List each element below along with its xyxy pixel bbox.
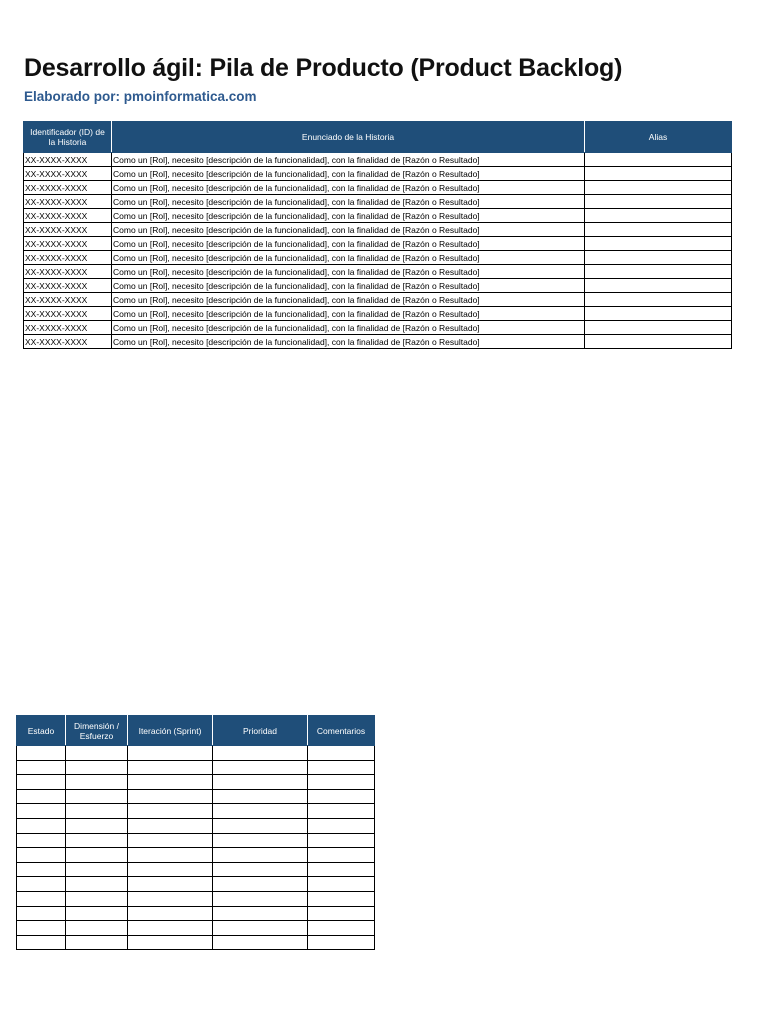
prioridad-cell[interactable] [213, 862, 308, 877]
dimension-cell[interactable] [66, 877, 128, 892]
story-id-cell[interactable]: XX-XXXX-XXXX [24, 181, 112, 195]
comentarios-cell[interactable] [308, 921, 375, 936]
story-alias-cell[interactable] [585, 335, 732, 349]
iteracion-cell[interactable] [128, 775, 213, 790]
dimension-cell[interactable] [66, 818, 128, 833]
story-id-cell[interactable]: XX-XXXX-XXXX [24, 195, 112, 209]
iteracion-cell[interactable] [128, 833, 213, 848]
dimension-cell[interactable] [66, 862, 128, 877]
story-id-cell[interactable]: XX-XXXX-XXXX [24, 209, 112, 223]
story-alias-cell[interactable] [585, 167, 732, 181]
comentarios-cell[interactable] [308, 760, 375, 775]
tracking-row [17, 789, 375, 804]
estado-cell[interactable] [17, 848, 66, 863]
column-header-estado[interactable]: Estado [17, 716, 66, 746]
estado-cell[interactable] [17, 891, 66, 906]
comentarios-cell[interactable] [308, 891, 375, 906]
page-title: Desarrollo ágil: Pila de Producto (Product Backlog) [24, 54, 623, 82]
column-header-statement[interactable]: Enunciado de la Historia [112, 122, 585, 153]
estado-cell[interactable] [17, 906, 66, 921]
tracking-row [17, 746, 375, 761]
column-header-dimension[interactable]: Dimensión / Esfuerzo [66, 716, 128, 746]
prioridad-cell[interactable] [213, 848, 308, 863]
story-alias-cell[interactable] [585, 181, 732, 195]
column-header-alias[interactable]: Alias [585, 122, 732, 153]
story-id-cell[interactable]: XX-XXXX-XXXX [24, 307, 112, 321]
comentarios-cell[interactable] [308, 746, 375, 761]
estado-cell[interactable] [17, 789, 66, 804]
prioridad-cell[interactable] [213, 906, 308, 921]
backlog-row [24, 181, 732, 195]
backlog-row [24, 321, 732, 335]
backlog-row [24, 223, 732, 237]
dimension-cell[interactable] [66, 760, 128, 775]
prioridad-cell[interactable] [213, 746, 308, 761]
backlog-table [23, 121, 732, 349]
comentarios-cell[interactable] [308, 818, 375, 833]
tracking-row [17, 891, 375, 906]
page-subtitle: Elaborado por: pmoinformatica.com [24, 89, 257, 104]
dimension-cell[interactable] [66, 921, 128, 936]
dimension-cell[interactable] [66, 789, 128, 804]
story-statement-cell[interactable]: Como un [Rol], necesito [descripción de la funcionalidad], con la finalidad de [Razón o Resultado] [112, 153, 585, 167]
estado-cell[interactable] [17, 775, 66, 790]
story-alias-cell[interactable] [585, 321, 732, 335]
prioridad-cell[interactable] [213, 891, 308, 906]
story-statement-cell[interactable]: Como un [Rol], necesito [descripción de la funcionalidad], con la finalidad de [Razón o Resultado] [112, 321, 585, 335]
comentarios-cell[interactable] [308, 877, 375, 892]
tracking-row [17, 935, 375, 950]
backlog-row [24, 237, 732, 251]
backlog-row [24, 167, 732, 181]
backlog-row [24, 293, 732, 307]
comentarios-cell[interactable] [308, 906, 375, 921]
tracking-header-row [17, 716, 375, 746]
story-alias-cell[interactable] [585, 195, 732, 209]
prioridad-cell[interactable] [213, 877, 308, 892]
iteracion-cell[interactable] [128, 877, 213, 892]
dimension-cell[interactable] [66, 935, 128, 950]
story-statement-cell[interactable]: Como un [Rol], necesito [descripción de la funcionalidad], con la finalidad de [Razón o Resultado] [112, 279, 585, 293]
dimension-cell[interactable] [66, 804, 128, 819]
comentarios-cell[interactable] [308, 789, 375, 804]
story-statement-cell[interactable]: Como un [Rol], necesito [descripción de la funcionalidad], con la finalidad de [Razón o Resultado] [112, 335, 585, 349]
estado-cell[interactable] [17, 818, 66, 833]
column-header-id[interactable]: Identificador (ID) de la Historia [24, 122, 112, 153]
story-statement-cell[interactable]: Como un [Rol], necesito [descripción de la funcionalidad], con la finalidad de [Razón o Resultado] [112, 265, 585, 279]
tracking-row [17, 804, 375, 819]
prioridad-cell[interactable] [213, 935, 308, 950]
backlog-header-row [24, 122, 732, 153]
backlog-row [24, 307, 732, 321]
tracking-row [17, 848, 375, 863]
prioridad-cell[interactable] [213, 833, 308, 848]
dimension-cell[interactable] [66, 848, 128, 863]
comentarios-cell[interactable] [308, 862, 375, 877]
tracking-table [16, 715, 375, 950]
tracking-row [17, 775, 375, 790]
story-alias-cell[interactable] [585, 307, 732, 321]
comentarios-cell[interactable] [308, 935, 375, 950]
column-header-iteracion[interactable]: Iteración (Sprint) [128, 716, 213, 746]
estado-cell[interactable] [17, 862, 66, 877]
dimension-cell[interactable] [66, 833, 128, 848]
estado-cell[interactable] [17, 921, 66, 936]
estado-cell[interactable] [17, 935, 66, 950]
story-id-cell[interactable]: XX-XXXX-XXXX [24, 279, 112, 293]
tracking-row [17, 862, 375, 877]
story-statement-cell[interactable]: Como un [Rol], necesito [descripción de la funcionalidad], con la finalidad de [Razón o Resultado] [112, 181, 585, 195]
estado-cell[interactable] [17, 760, 66, 775]
tracking-row [17, 877, 375, 892]
prioridad-cell[interactable] [213, 789, 308, 804]
story-statement-cell[interactable]: Como un [Rol], necesito [descripción de la funcionalidad], con la finalidad de [Razón o Resultado] [112, 209, 585, 223]
story-statement-cell[interactable]: Como un [Rol], necesito [descripción de la funcionalidad], con la finalidad de [Razón o Resultado] [112, 251, 585, 265]
story-alias-cell[interactable] [585, 209, 732, 223]
dimension-cell[interactable] [66, 746, 128, 761]
story-id-cell[interactable]: XX-XXXX-XXXX [24, 237, 112, 251]
comentarios-cell[interactable] [308, 848, 375, 863]
iteracion-cell[interactable] [128, 935, 213, 950]
tracking-row [17, 833, 375, 848]
comentarios-cell[interactable] [308, 775, 375, 790]
story-id-cell[interactable]: XX-XXXX-XXXX [24, 153, 112, 167]
story-alias-cell[interactable] [585, 279, 732, 293]
tracking-row [17, 906, 375, 921]
story-statement-cell[interactable]: Como un [Rol], necesito [descripción de la funcionalidad], con la finalidad de [Razón o Resultado] [112, 293, 585, 307]
tracking-row [17, 818, 375, 833]
backlog-row [24, 279, 732, 293]
iteracion-cell[interactable] [128, 891, 213, 906]
story-id-cell[interactable]: XX-XXXX-XXXX [24, 293, 112, 307]
story-id-cell[interactable]: XX-XXXX-XXXX [24, 335, 112, 349]
story-alias-cell[interactable] [585, 251, 732, 265]
estado-cell[interactable] [17, 746, 66, 761]
tracking-row [17, 760, 375, 775]
story-statement-cell[interactable]: Como un [Rol], necesito [descripción de la funcionalidad], con la finalidad de [Razón o Resultado] [112, 195, 585, 209]
story-statement-cell[interactable]: Como un [Rol], necesito [descripción de la funcionalidad], con la finalidad de [Razón o Resultado] [112, 223, 585, 237]
story-id-cell[interactable]: XX-XXXX-XXXX [24, 167, 112, 181]
story-statement-cell[interactable]: Como un [Rol], necesito [descripción de la funcionalidad], con la finalidad de [Razón o Resultado] [112, 167, 585, 181]
comentarios-cell[interactable] [308, 804, 375, 819]
column-header-comentarios[interactable]: Comentarios [308, 716, 375, 746]
backlog-row [24, 195, 732, 209]
iteracion-cell[interactable] [128, 906, 213, 921]
prioridad-cell[interactable] [213, 760, 308, 775]
story-alias-cell[interactable] [585, 153, 732, 167]
iteracion-cell[interactable] [128, 818, 213, 833]
prioridad-cell[interactable] [213, 775, 308, 790]
iteracion-cell[interactable] [128, 760, 213, 775]
prioridad-cell[interactable] [213, 804, 308, 819]
story-id-cell[interactable]: XX-XXXX-XXXX [24, 321, 112, 335]
prioridad-cell[interactable] [213, 818, 308, 833]
dimension-cell[interactable] [66, 775, 128, 790]
iteracion-cell[interactable] [128, 862, 213, 877]
iteracion-cell[interactable] [128, 789, 213, 804]
iteracion-cell[interactable] [128, 804, 213, 819]
dimension-cell[interactable] [66, 906, 128, 921]
story-id-cell[interactable]: XX-XXXX-XXXX [24, 251, 112, 265]
backlog-row [24, 251, 732, 265]
story-statement-cell[interactable]: Como un [Rol], necesito [descripción de la funcionalidad], con la finalidad de [Razón o Resultado] [112, 237, 585, 251]
backlog-row [24, 335, 732, 349]
dimension-cell[interactable] [66, 891, 128, 906]
story-alias-cell[interactable] [585, 237, 732, 251]
story-id-cell[interactable]: XX-XXXX-XXXX [24, 265, 112, 279]
backlog-row [24, 153, 732, 167]
iteracion-cell[interactable] [128, 848, 213, 863]
tracking-row [17, 921, 375, 936]
prioridad-cell[interactable] [213, 921, 308, 936]
backlog-row [24, 265, 732, 279]
estado-cell[interactable] [17, 833, 66, 848]
iteracion-cell[interactable] [128, 746, 213, 761]
story-alias-cell[interactable] [585, 265, 732, 279]
iteracion-cell[interactable] [128, 921, 213, 936]
story-id-cell[interactable]: XX-XXXX-XXXX [24, 223, 112, 237]
column-header-prioridad[interactable]: Prioridad [213, 716, 308, 746]
comentarios-cell[interactable] [308, 833, 375, 848]
story-alias-cell[interactable] [585, 223, 732, 237]
estado-cell[interactable] [17, 877, 66, 892]
story-alias-cell[interactable] [585, 293, 732, 307]
backlog-row [24, 209, 732, 223]
estado-cell[interactable] [17, 804, 66, 819]
story-statement-cell[interactable]: Como un [Rol], necesito [descripción de la funcionalidad], con la finalidad de [Razón o Resultado] [112, 307, 585, 321]
